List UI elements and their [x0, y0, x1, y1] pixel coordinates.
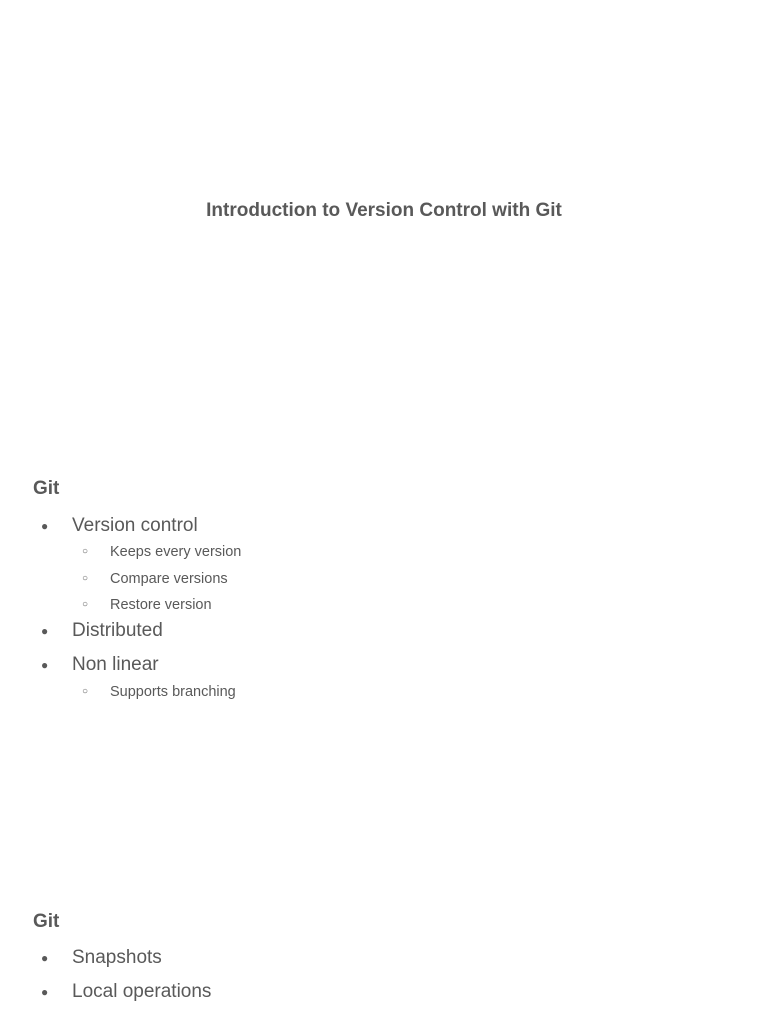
sub-list-item — [33, 570, 733, 588]
filled-circle-bullet-icon: ● — [41, 951, 49, 965]
list-item — [33, 980, 733, 1004]
list-item — [33, 946, 733, 970]
list-item-label: Local operations — [72, 981, 212, 1002]
list-item-label: Snapshots — [72, 947, 162, 968]
list-item — [33, 619, 733, 643]
section-git-2 — [33, 910, 733, 1014]
filled-circle-bullet-icon: ● — [41, 624, 49, 638]
list-item-label: Distributed — [72, 620, 163, 641]
sub-list-item-label: Compare versions — [110, 570, 228, 587]
list-item-label: Version control — [72, 515, 198, 536]
bullet-list — [33, 946, 733, 1004]
section-git-1 — [33, 477, 733, 710]
sub-list-item — [33, 543, 733, 561]
list-item — [33, 514, 733, 538]
hollow-circle-bullet-icon: ○ — [82, 572, 89, 584]
sub-list-item-label: Keeps every version — [110, 544, 242, 560]
filled-circle-bullet-icon: ● — [41, 658, 49, 672]
bullet-list — [33, 514, 733, 701]
section-heading: Git — [33, 911, 60, 932]
hollow-circle-bullet-icon: ○ — [82, 599, 89, 610]
sub-list-item — [33, 596, 733, 614]
list-item-label: Non linear — [72, 654, 159, 675]
sub-list-item-label: Supports branching — [110, 684, 236, 700]
hollow-circle-bullet-icon: ○ — [82, 686, 89, 697]
list-item — [33, 653, 733, 677]
sub-list-item-label: Restore version — [110, 597, 212, 613]
section-heading: Git — [33, 478, 60, 499]
hollow-circle-bullet-icon: ○ — [82, 546, 89, 557]
page-title: Introduction to Version Control with Git — [206, 200, 562, 221]
filled-circle-bullet-icon: ● — [41, 519, 49, 533]
filled-circle-bullet-icon: ● — [41, 985, 49, 999]
sub-list-item — [33, 683, 733, 701]
